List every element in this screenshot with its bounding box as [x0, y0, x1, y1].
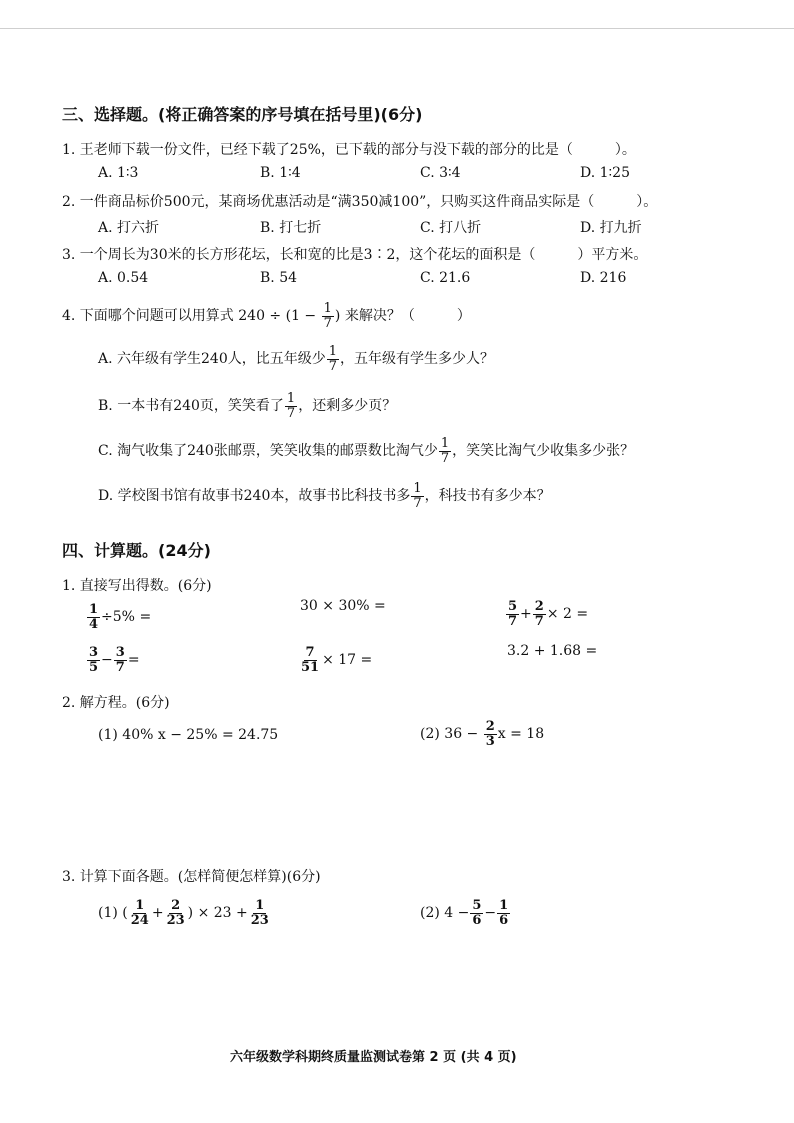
denominator: 4	[89, 616, 99, 632]
numerator: 5	[472, 898, 482, 913]
denominator: 7	[328, 358, 338, 374]
question-4	[62, 302, 471, 330]
section-3-title: 三、选择题。(将正确答案的序号填在括号里)(6分)	[62, 105, 423, 124]
option-a-pre: A. 六年级有学生240人，比五年级少	[98, 351, 326, 368]
calc-expr-4	[86, 646, 140, 674]
q4-option-c	[98, 437, 634, 465]
denominator: 5	[89, 659, 99, 675]
expr-pre: (2) 4 −	[420, 905, 470, 922]
numerator: 5	[508, 599, 518, 614]
q2-option-a: A. 打六折	[98, 220, 160, 236]
fraction	[129, 899, 151, 927]
denominator: 7	[508, 613, 518, 629]
operator: +	[520, 606, 532, 623]
q1-option-d: D. 1∶25	[580, 165, 630, 181]
fraction	[299, 646, 321, 674]
q3-option-b: B. 54	[260, 270, 298, 286]
q3-option-d: D. 216	[580, 270, 627, 286]
numerator: 1	[89, 602, 99, 617]
expr-tail: =	[127, 652, 140, 669]
option-d-fraction	[411, 482, 423, 510]
q4-fraction	[322, 302, 334, 330]
fraction	[484, 720, 497, 748]
fraction	[165, 899, 187, 927]
fraction	[470, 899, 483, 927]
numerator: 7	[305, 645, 315, 660]
page-footer: 六年级数学科期终质量监测试卷第 2 页 (共 4 页)	[230, 1050, 517, 1065]
equation-1: (1) 40% x − 25% = 24.75	[98, 727, 279, 743]
numerator: 1	[413, 481, 422, 496]
calc-expr-2: 30 × 30% =	[300, 598, 386, 614]
calc-expr-1	[86, 603, 151, 631]
eq-pre: (2) 36 −	[420, 726, 483, 743]
numerator: 1	[255, 898, 265, 913]
denominator: 3	[485, 733, 495, 749]
calc-problem-1	[98, 899, 272, 927]
denominator: 51	[301, 659, 320, 675]
numerator: 2	[485, 719, 495, 734]
numerator: 3	[89, 645, 99, 660]
top-border-line	[0, 28, 794, 29]
option-a-fraction	[327, 345, 339, 373]
q3-option-a: A. 0.54	[98, 270, 149, 286]
part-3-title: 3. 计算下面各题。(怎样简便怎样算)(6分)	[62, 869, 321, 885]
option-b-pre: B. 一本书有240页，笑笑看了	[98, 398, 284, 415]
q3-option-c: C. 21.6	[420, 270, 471, 286]
fraction	[87, 603, 100, 631]
denominator: 23	[250, 912, 269, 928]
section-4-title: 四、计算题。(24分)	[62, 541, 211, 560]
fraction	[114, 646, 127, 674]
q2-option-d: D. 打九折	[580, 220, 642, 236]
calc-expr-6: 3.2 + 1.68 =	[507, 643, 598, 659]
denominator: 6	[499, 912, 509, 928]
question-3-text: 3. 一个周长为30米的长方形花坛，长和宽的比是3∶2，这个花坛的面积是（ ）平方米。	[62, 247, 648, 263]
numerator: 1	[286, 391, 296, 406]
fraction	[87, 646, 100, 674]
q4-option-a	[98, 345, 494, 373]
option-b-post: ，还剩多少页？	[298, 398, 397, 415]
denominator: 7	[413, 495, 422, 511]
option-b-fraction	[285, 392, 297, 420]
numerator: 1	[328, 344, 338, 359]
q4-text-pre: 4. 下面哪个问题可以用算式 240 ÷ (1 −	[62, 308, 321, 325]
expr-mid: ) × 23 +	[187, 905, 248, 922]
option-d-post: ，科技书有多少本？	[424, 488, 551, 505]
operator: +	[151, 905, 164, 922]
denominator: 7	[286, 405, 296, 421]
fraction	[249, 899, 271, 927]
operator: −	[484, 905, 497, 922]
calc-expr-3	[505, 600, 588, 628]
expr-tail: × 17 =	[322, 652, 373, 669]
denominator: 7	[115, 659, 125, 675]
q2-option-b: B. 打七折	[260, 220, 322, 236]
q1-option-c: C. 3∶4	[420, 165, 461, 181]
q1-option-a: A. 1∶3	[98, 165, 139, 181]
numerator: 1	[440, 436, 450, 451]
numerator: 1	[323, 301, 332, 316]
calc-expr-5	[298, 646, 372, 674]
equation-2	[420, 720, 544, 748]
expr-tail: × 2 =	[546, 606, 589, 623]
option-a-post: ，五年级有学生多少人？	[340, 351, 495, 368]
expr-tail: ÷5% =	[101, 609, 152, 626]
q4-option-d	[98, 482, 551, 510]
fraction	[506, 600, 519, 628]
eq-post: x = 18	[497, 726, 545, 743]
numerator: 2	[171, 898, 181, 913]
denominator: 7	[534, 613, 544, 629]
denominator: 7	[440, 450, 450, 466]
fraction	[533, 600, 546, 628]
option-c-pre: C. 淘气收集了240张邮票，笑笑收集的邮票数比淘气少	[98, 443, 438, 460]
fraction	[497, 899, 510, 927]
expr-pre: (1) (	[98, 905, 128, 922]
q4-option-b	[98, 392, 396, 420]
question-1-text: 1. 王老师下载一份文件，已经下载了25%，已下载的部分与没下载的部分的比是（ ）。	[62, 142, 636, 158]
calc-problem-2	[420, 899, 511, 927]
numerator: 3	[115, 645, 125, 660]
denominator: 23	[166, 912, 185, 928]
numerator: 2	[534, 599, 544, 614]
q1-option-b: B. 1∶4	[260, 165, 301, 181]
numerator: 1	[499, 898, 509, 913]
part-2-title: 2. 解方程。(6分)	[62, 695, 170, 711]
q2-option-c: C. 打八折	[420, 220, 482, 236]
question-2-text: 2. 一件商品标价500元，某商场优惠活动是“满350减100”，只购买这件商品实际是（ ）。	[62, 194, 658, 210]
denominator: 24	[130, 912, 149, 928]
denominator: 7	[323, 315, 332, 331]
part-1-title: 1. 直接写出得数。(6分)	[62, 578, 212, 594]
denominator: 6	[472, 912, 482, 928]
option-d-pre: D. 学校图书馆有故事书240本，故事书比科技书多	[98, 488, 411, 505]
option-c-post: ，笑笑比淘气少收集多少张？	[452, 443, 635, 460]
q4-text-post: ) 来解决？（ ）	[334, 308, 471, 325]
numerator: 1	[135, 898, 145, 913]
operator: −	[101, 652, 113, 669]
option-c-fraction	[439, 437, 451, 465]
